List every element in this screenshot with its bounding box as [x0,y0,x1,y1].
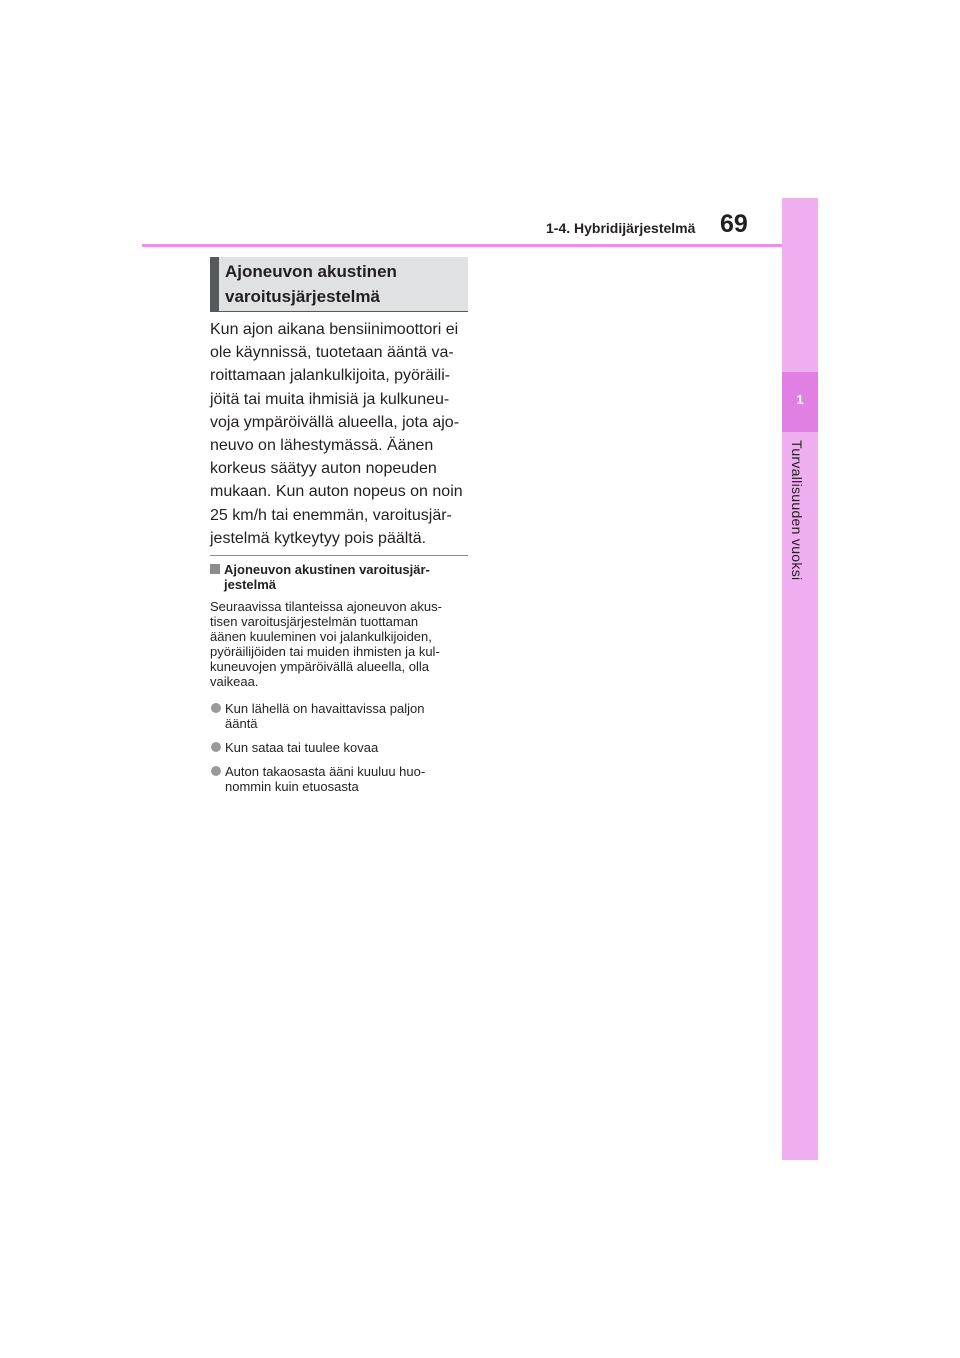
paragraph-line: Seuraavissa tilanteissa ajoneuvon akus- [210,599,442,614]
list-item-line: Kun sataa tai tuulee kovaa [225,740,379,755]
side-chapter-title: Turvallisuuden vuoksi [789,440,805,581]
subsection-heading-line: Ajoneuvon akustinen varoitusjär- [224,562,430,577]
paragraph-line: tisen varoitusjärjestelmän tuottaman [210,614,419,629]
body-line: jestelmä kytkeytyy pois päältä. [210,529,427,547]
square-bullet-icon [210,564,220,574]
list-item-line: Auton takaosasta ääni kuuluu huo- [225,764,426,779]
paragraph-line: äänen kuuleminen voi jalankulkijoiden, [210,629,432,644]
body-line: mukaan. Kun auton nopeus on noin [210,483,463,501]
subsection-divider [210,555,468,556]
body-line: jöitä tai muita ihmisiä ja kulkuneu- [210,390,450,408]
section-heading-line: Ajoneuvon akustinen [225,262,397,281]
circle-bullet-icon [211,742,221,752]
paragraph-line: pyöräilijöiden tai muiden ihmisten ja kul- [210,644,440,659]
body-line: voja ympäröivällä alueella, jota ajo- [210,413,460,431]
header-divider [142,244,782,247]
list-item-line: Kun lähellä on havaittavissa paljon [225,701,425,716]
list-item-line: nommin kuin etuosasta [225,779,359,794]
section-header-title: 1-4. Hybridijärjestelmä [546,220,696,236]
list-item [210,740,472,755]
page-number: 69 [720,210,748,238]
section-heading-line: varoitusjärjestelmä [225,287,380,306]
list-item [210,701,472,731]
body-line: neuvo on lähestymässä. Äänen [210,437,434,455]
side-chapter-tab [782,198,818,1160]
body-line: Kun ajon aikana bensiinimoottori ei [210,321,459,338]
paragraph-line: kuneuvojen ympäröivällä alueella, olla [210,659,429,674]
body-line: 25 km/h tai enemmän, varoitusjär- [210,506,452,524]
paragraph-line: vaikeaa. [210,674,259,689]
circle-bullet-icon [211,766,221,776]
side-chapter-number: 1 [796,392,804,407]
subsection-heading [210,562,472,592]
section-body [210,318,472,550]
subsection-paragraph [210,599,472,689]
section-heading [210,257,468,312]
body-line: ole käynnissä, tuotetaan ääntä va- [210,344,454,362]
circle-bullet-icon [211,703,221,713]
body-line: roittamaan jalankulkijoita, pyöräili- [210,367,451,385]
list-item [210,764,472,794]
subsection-heading-line: jestelmä [224,577,277,592]
body-line: korkeus säätyy auton nopeuden [210,460,437,478]
list-item-line: ääntä [225,716,258,731]
